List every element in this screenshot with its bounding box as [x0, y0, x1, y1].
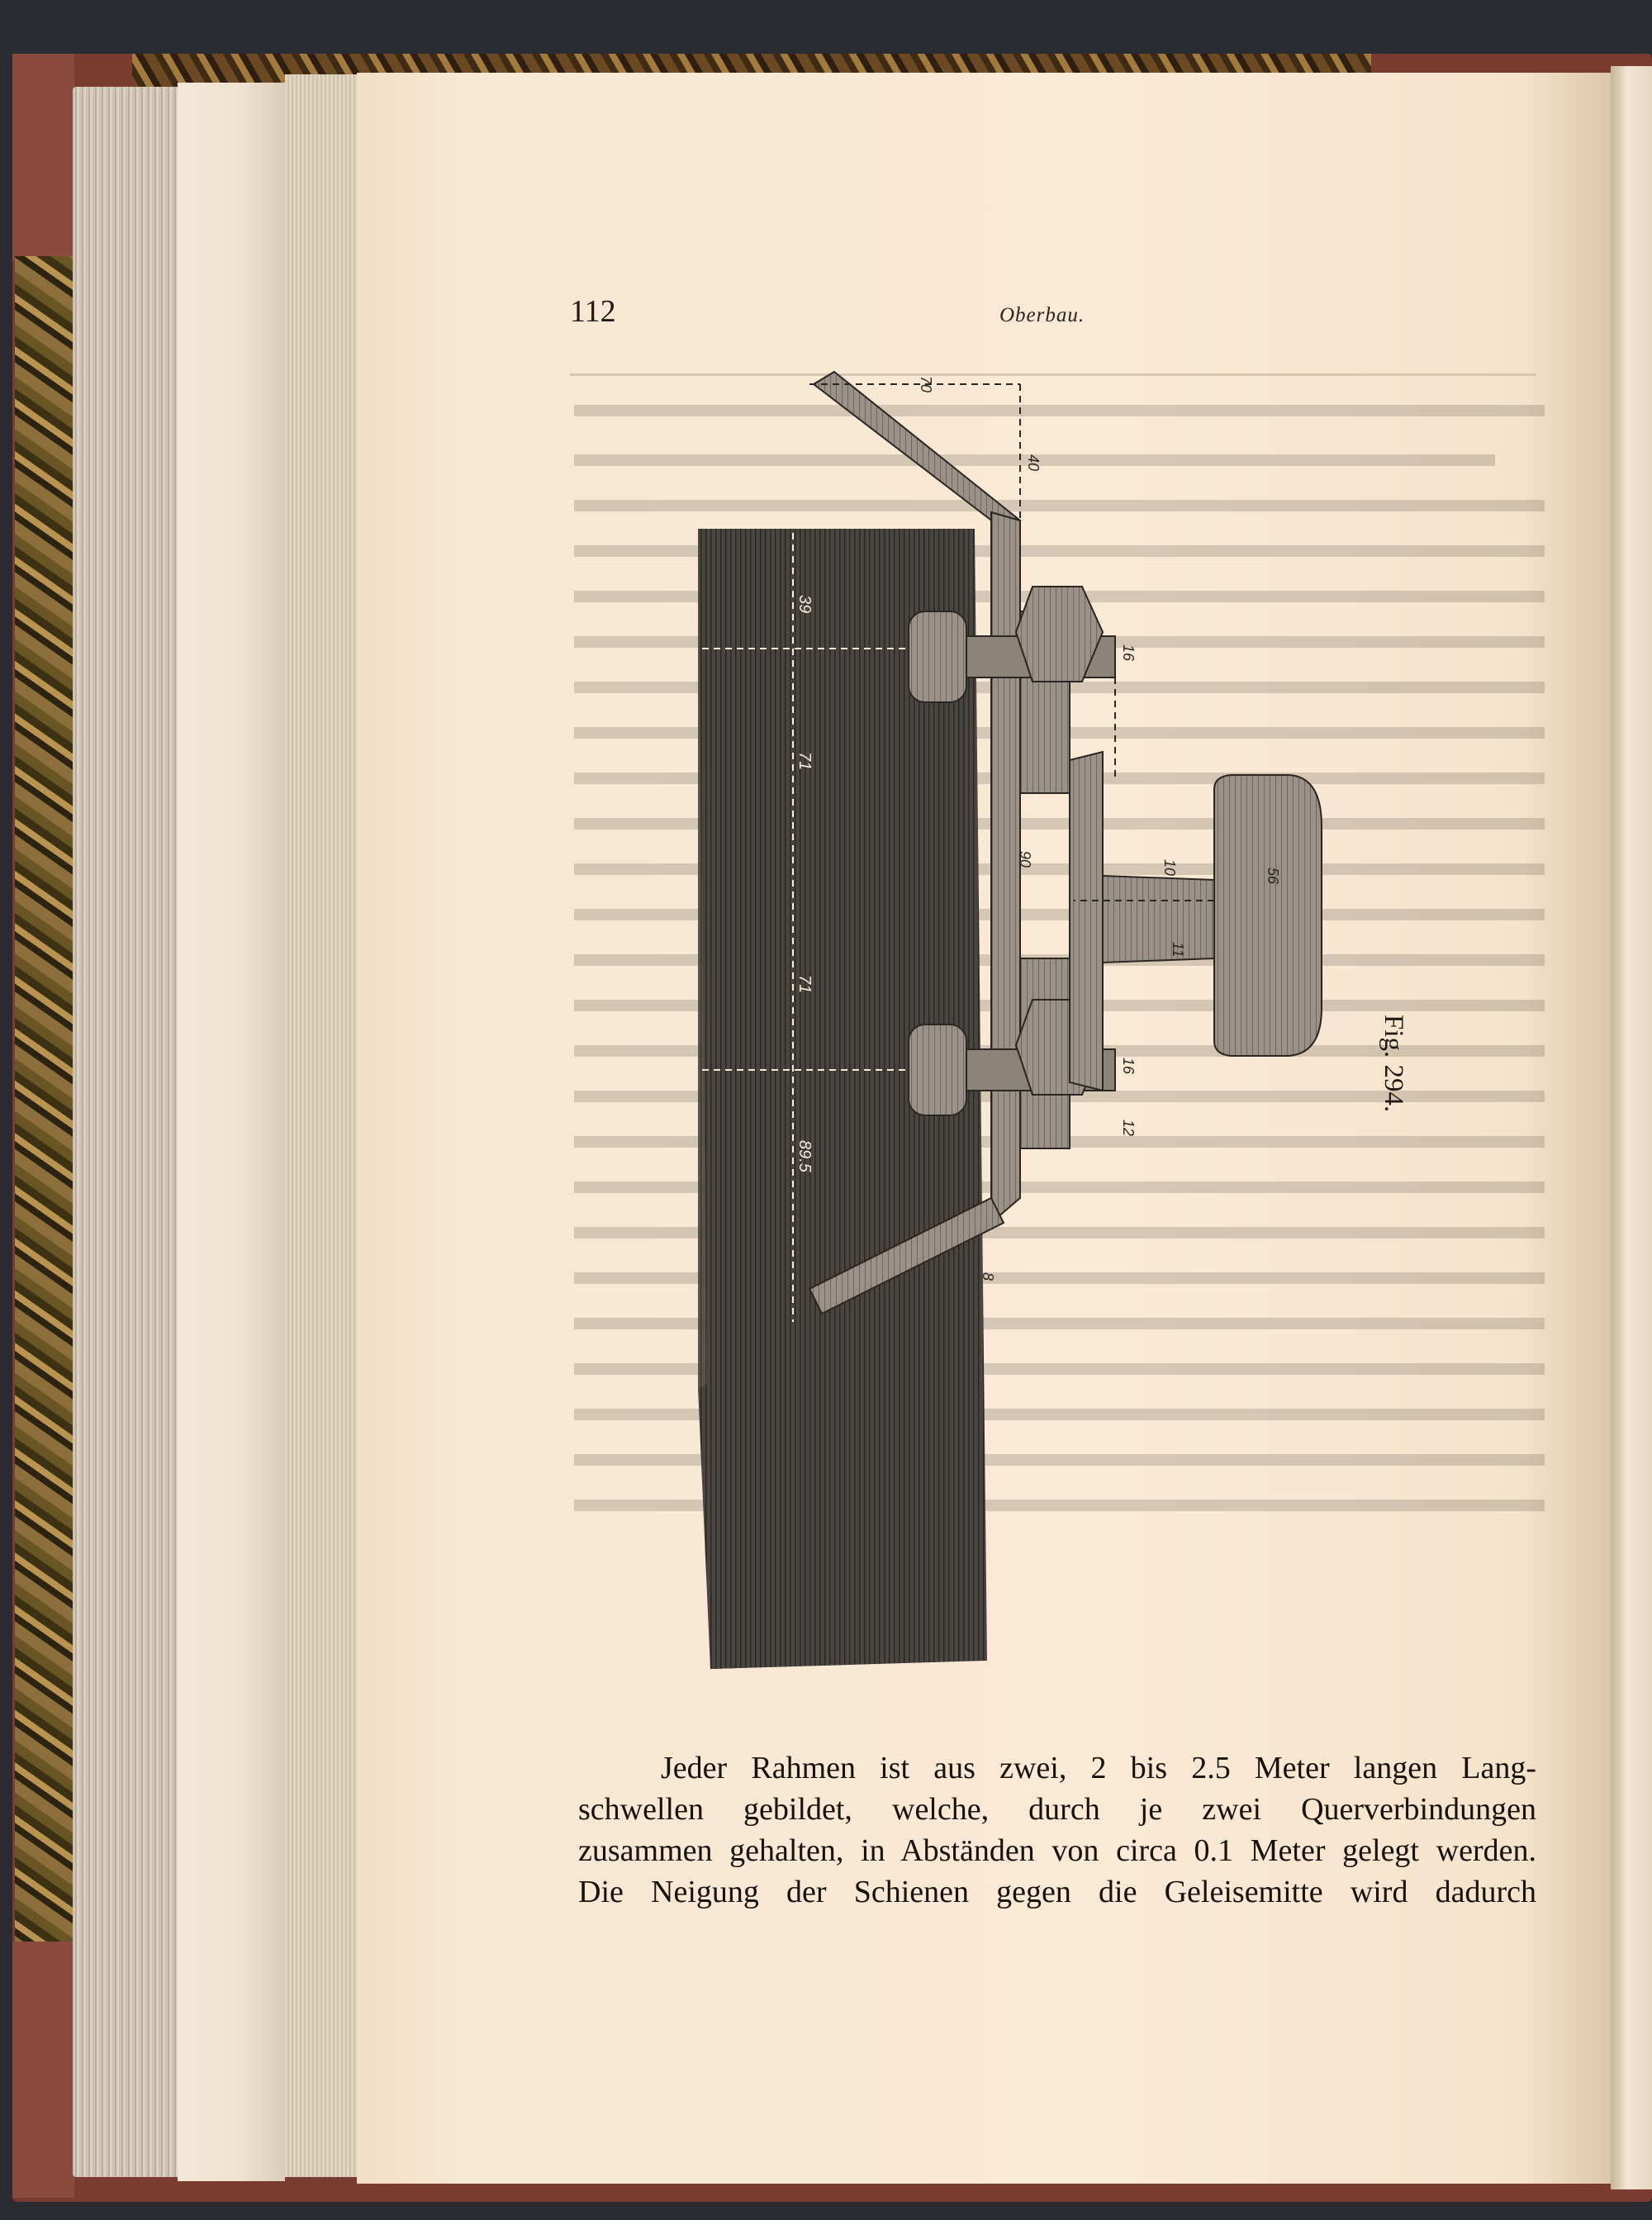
dim-8: 8 [980, 1272, 996, 1281]
page-fore-edge [285, 74, 359, 2177]
dim-16-upper: 16 [1120, 644, 1137, 662]
body-line: schwellen gebildet, welche, durch je zwei Querverbindungen [578, 1792, 1536, 1827]
bolt-head-lower [909, 1024, 966, 1115]
rail-fastening-figure [686, 364, 1470, 1685]
dim-40: 40 [1025, 454, 1042, 472]
body-line: Jeder Rahmen ist aus zwei, 2 bis 2.5 Meter langen Lang- [661, 1751, 1536, 1785]
rail-head [1214, 775, 1322, 1056]
dim-16-lower: 16 [1120, 1058, 1137, 1075]
page-stack-edge [73, 87, 180, 2177]
dim-70: 70 [918, 376, 934, 393]
rail-engraving [686, 364, 1470, 1685]
leather-corner-bottom [12, 1942, 74, 2198]
marbled-edge-left [15, 256, 73, 1950]
dim-10: 10 [1161, 859, 1178, 877]
dim-12: 12 [1120, 1120, 1137, 1137]
rail-web [1103, 876, 1214, 963]
angle-iron-upper [814, 372, 1020, 533]
dim-90: 90 [1017, 851, 1033, 868]
dim-11: 11 [1170, 942, 1186, 958]
page-stack-face [178, 83, 285, 2181]
leather-corner-top [12, 54, 74, 260]
rail-foot [1070, 752, 1103, 1091]
dim-39: 39 [795, 595, 814, 614]
dim-71-upper: 71 [795, 752, 814, 771]
bolt-head-upper [909, 611, 966, 702]
body-line: zusammen gehalten, in Abständen von circa 0.1 Meter gelegt werden. [578, 1833, 1536, 1868]
angle-iron-web [991, 512, 1020, 1223]
page-number: 112 [570, 294, 616, 329]
page-gutter [1611, 66, 1652, 2189]
body-line: Die Neigung der Schienen gegen die Geleisemitte wird dadurch [578, 1875, 1536, 1909]
dim-56: 56 [1265, 868, 1281, 885]
body-text [578, 1747, 1536, 1913]
figure-label: Fig. 294. [1379, 1015, 1408, 1113]
running-head: Oberbau. [999, 304, 1085, 326]
dim-71-lower: 71 [795, 975, 814, 994]
dim-89-5: 89.5 [795, 1140, 814, 1172]
